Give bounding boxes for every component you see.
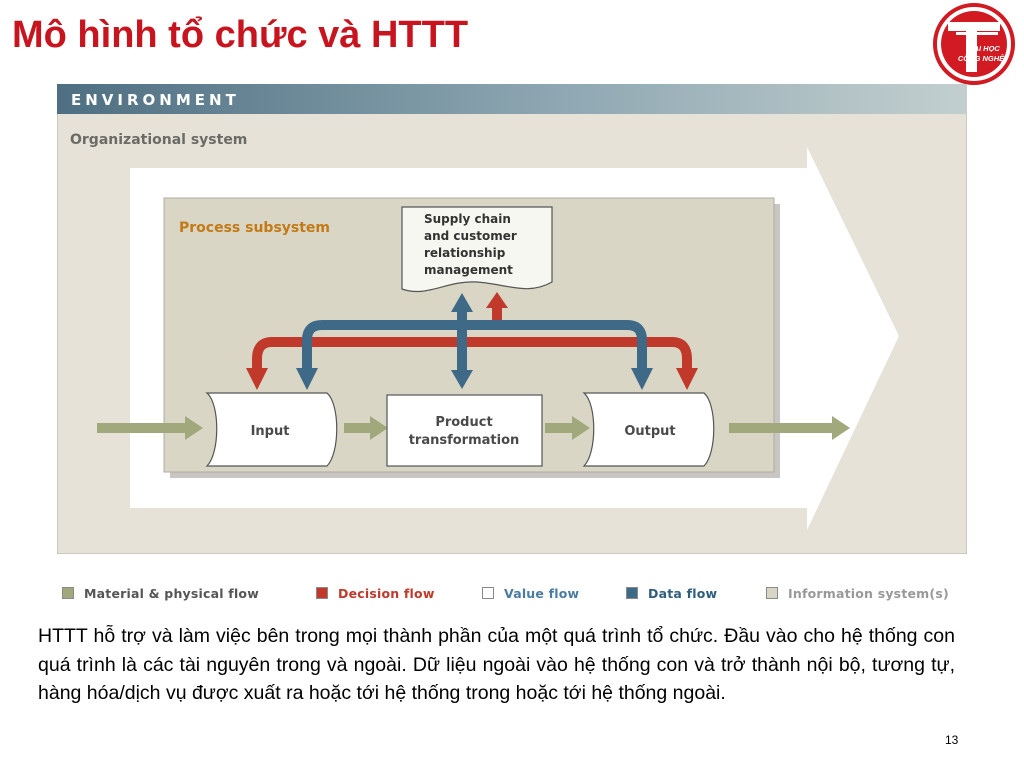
logo-text-line2: CÔNG NGHỆ (957, 54, 1005, 63)
legend-item-value-flow (482, 582, 579, 604)
diagram-legend (60, 582, 970, 604)
slide-title: Mô hình tổ chức và HTTT (12, 14, 469, 56)
scm-line-1: Supply chain (424, 212, 511, 226)
product-transformation-node (387, 395, 542, 466)
scm-line-2: and customer (424, 229, 517, 243)
legend-label-value: Value flow (504, 585, 580, 601)
legend-item-material-flow (62, 582, 259, 604)
legend-label-information: Information system(s) (788, 585, 949, 601)
slide-body-text: HTTT hỗ trợ và làm việc bên trong mọi thành phần của một quá trình tổ chức. Đầu vào cho hệ thống con quá trình là các tài nguyên trong và ngoài. Dữ liệu ngoài vào hệ thống con và trở thành nội bộ, tương tự, hàng hóa/dịch vụ được xuất ra hoặc tới hệ thống trong hoặc tới hệ thống ngoài. (38, 625, 955, 704)
transform-line-1: Product (435, 415, 493, 430)
legend-swatch-information (766, 587, 778, 599)
organizational-system-label: Organizational system (70, 132, 248, 148)
legend-item-information-system (766, 582, 949, 604)
legend-label-material: Material & physical flow (84, 585, 259, 601)
transform-line-2: transformation (408, 433, 520, 448)
university-logo (926, 2, 1022, 86)
legend-swatch-value (482, 587, 494, 599)
scm-line-4: management (424, 263, 513, 277)
legend-item-decision-flow (316, 582, 435, 604)
organization-diagram (57, 84, 967, 554)
legend-item-data-flow (626, 582, 717, 604)
output-label: Output (624, 424, 676, 439)
environment-label: ENVIRONMENT (71, 91, 240, 109)
legend-label-data: Data flow (648, 585, 718, 601)
page-number: 13 (945, 733, 959, 747)
scm-line-3: relationship (424, 246, 506, 260)
logo-text-line1: ĐẠI HỌC (968, 44, 1000, 53)
legend-swatch-material (62, 587, 74, 599)
legend-swatch-decision (316, 587, 328, 599)
input-label: Input (250, 424, 290, 439)
legend-swatch-data (626, 587, 638, 599)
process-subsystem-label: Process subsystem (179, 220, 331, 236)
legend-label-decision: Decision flow (338, 585, 435, 601)
